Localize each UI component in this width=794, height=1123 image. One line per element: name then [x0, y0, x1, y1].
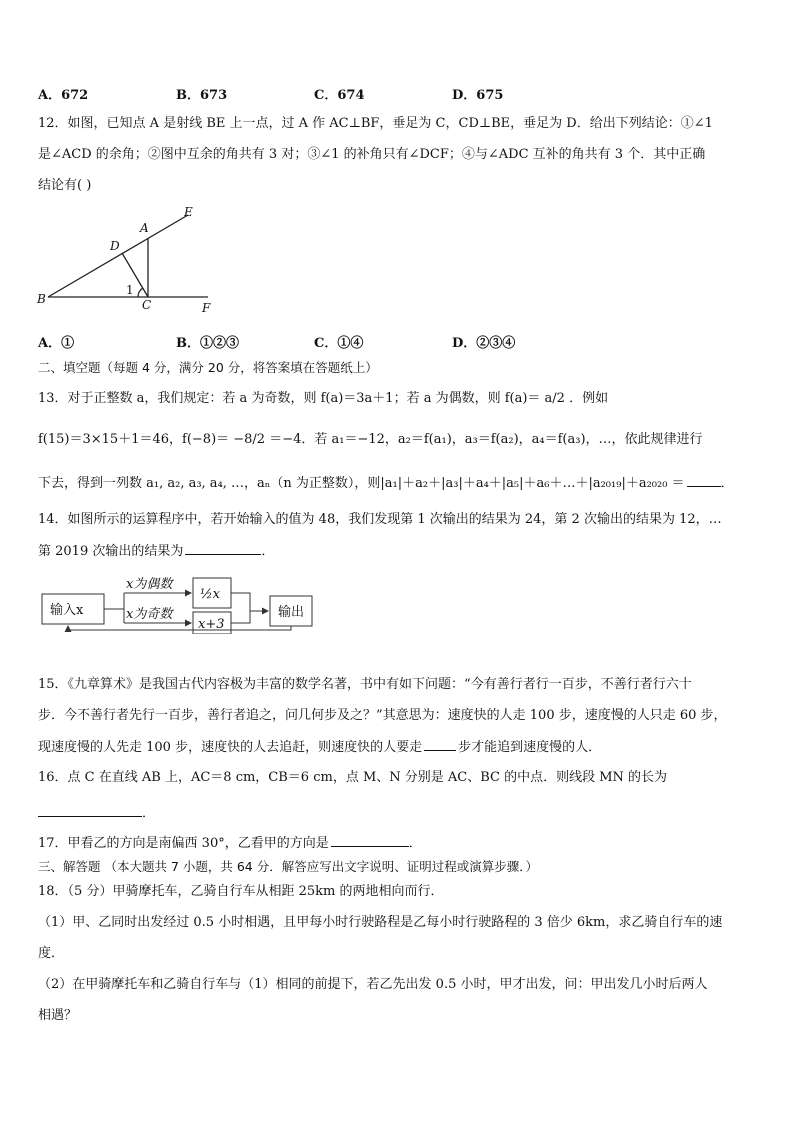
q14-line-1: 14．如图所示的运算程序中，若开始输入的值为 48，我们发现第 1 次输出的结果为 24，第 2 次输出的结果为 12，… [38, 512, 722, 527]
q16-line-1: 16．点 C 在直线 AB 上，AC＝8 cm，CB＝6 cm，点 M、N 分别是 AC、BC 的中点．则线段 MN 的长为 [38, 770, 668, 785]
section-3-heading: 三、解答题 （本大题共 7 小题，共 64 分．解答应写出文字说明、证明过程或演算步骤．） [38, 859, 538, 874]
q14-line-2-text: 第 2019 次输出的结果为 [38, 544, 184, 559]
flow-half-label: ½x [200, 587, 220, 602]
q15-answer-blank[interactable] [424, 738, 456, 751]
label-a: A [140, 221, 149, 235]
q17-line-1: 17．甲看乙的方向是南偏西 30°，乙看甲的方向是 ． [38, 836, 422, 851]
q12-option-d: D．②③④ [452, 336, 516, 351]
flow-odd-label: x为奇数 [126, 607, 173, 622]
q18-line-1: 18．（5 分）甲骑摩托车，乙骑自行车从相距 25km 的两地相向而行． [38, 884, 444, 899]
q13-answer-blank[interactable] [687, 474, 721, 487]
q12-option-b: B．①②③ [176, 336, 239, 351]
q14-answer-blank[interactable] [185, 542, 261, 555]
label-b: B [37, 292, 46, 306]
q11-option-c: C．674 [314, 88, 365, 103]
q11-option-a: A．672 [38, 88, 89, 103]
flow-even-label: x为偶数 [126, 577, 173, 592]
q15-line-3 [38, 738, 601, 757]
ray-be [48, 215, 188, 297]
q11-option-b: B．673 [176, 88, 228, 103]
q14-flowchart [38, 572, 328, 634]
label-c: C [142, 298, 152, 312]
q12-line-2: 是∠ACD 的余角；②图中互余的角共有 3 对；③∠1 的补角只有∠DCF；④与∠ADC 互补的角共有 3 个．其中正确 [38, 147, 706, 162]
q14-line-2: 第 2019 次输出的结果为 ． [38, 544, 275, 559]
q15-line-3b: 步才能追到速度慢的人． [458, 740, 602, 755]
q16-answer-blank[interactable] [38, 804, 142, 817]
q18-part-1b: 度． [38, 946, 65, 961]
q15-line-2: 步．今不善行者先行一百步，善行者追之，问几何步及之？”其意思为：速度快的人走 100 步，速度慢的人只走 60 步， [38, 708, 727, 723]
q18-part-2a: （2）在甲骑摩托车和乙骑自行车与（1）相同的前提下，若乙先出发 0.5 小时，甲才出发，问：甲出发几小时后两人 [38, 977, 708, 992]
q13-line-3-text: 下去，得到一列数 a₁, a₂, a₃, a₄, …，aₙ（n 为正整数），则|a₁|＋a₂＋|a₃|＋a₄＋|a₅|＋a₆＋…＋|a₂₀₁₉|＋a₂₀₂₀ ＝ [38, 476, 685, 491]
label-d: D [110, 239, 120, 253]
q15-line-3a: 现速度慢的人先走 100 步，速度快的人去追赶，则速度快的人要走 [38, 740, 423, 755]
q17-answer-blank[interactable] [331, 834, 409, 847]
q13-line-2: f(15)＝3×15＋1＝46，f(−8)＝ −8/2 ＝−4．若 a₁＝−12，a₂＝f(a₁)，a₃＝f(a₂)，a₄＝f(a₃)，…，依此规律进行 [38, 432, 703, 447]
q15-line-1: 15．《九章算术》是我国古代内容极为丰富的数学名著，书中有如下问题：“今有善行者行一百步，不善行者行六十 [38, 677, 692, 692]
angle-1-arc [138, 288, 143, 297]
q12-line-1: 12．如图，已知点 A 是射线 BE 上一点，过 A 作 AC⊥BF，垂足为 C，CD⊥BE，垂足为 D．给出下列结论：①∠1 [38, 116, 713, 131]
q12-line-3: 结论有( ) [38, 178, 92, 193]
q18-part-2b: 相遇？ [38, 1008, 78, 1023]
q16-line-2: ． [38, 804, 155, 823]
flow-output-label: 输出 [278, 605, 305, 620]
label-e: E [184, 205, 193, 219]
q12-option-a: A．① [38, 336, 75, 351]
label-angle-1: 1 [126, 283, 134, 297]
q11-option-d: D．675 [452, 88, 504, 103]
q13-line-3: 下去，得到一列数 a₁, a₂, a₃, a₄, …，aₙ（n 为正整数），则|a₁|＋a₂＋|a₃|＋a₄＋|a₅|＋a₆＋…＋|a₂₀₁₉|＋a₂₀₂₀ ＝ ． [38, 476, 734, 491]
q12-option-c: C．①④ [314, 336, 364, 351]
q17-text: 17．甲看乙的方向是南偏西 30°，乙看甲的方向是 [38, 836, 329, 851]
section-2-heading: 二、填空题（每题 4 分，满分 20 分，将答案填在答题纸上） [38, 360, 378, 375]
flow-plus3-label: x+3 [198, 617, 225, 632]
q12-geometry-figure [30, 200, 230, 315]
flow-input-label: 输入x [50, 603, 84, 618]
label-f: F [202, 301, 211, 315]
q13-line-1: 13．对于正整数 a，我们规定：若 a 为奇数，则 f(a)＝3a＋1；若 a 为偶数，则 f(a)＝ a/2 ．例如 [38, 391, 609, 406]
q18-part-1a: （1）甲、乙同时出发经过 0.5 小时相遇，且甲每小时行驶路程是乙每小时行驶路程的 3 倍少 6km，求乙骑自行车的速 [38, 915, 723, 930]
